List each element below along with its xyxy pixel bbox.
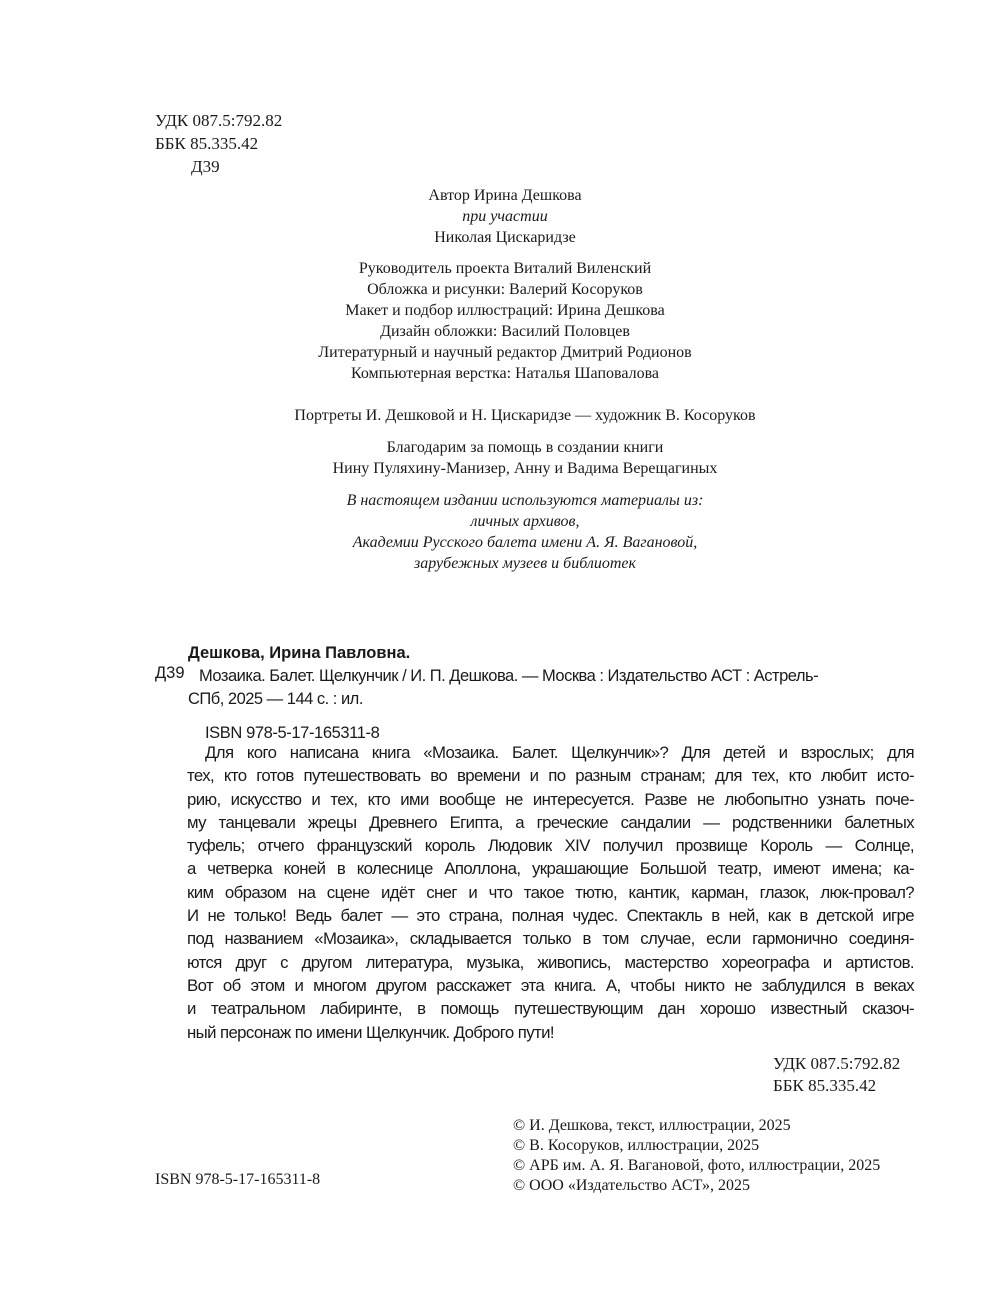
staff-line: Руководитель проекта Виталий Виленский [358,260,652,277]
abstract-line: Вот об этом и многом другом расскажет эта книга. А, чтобы никто не заблудился в веках [187,975,914,995]
description-line-1 [155,665,915,688]
staff-credits [240,258,770,384]
bbk-code: ББК 85.335.42 [155,134,259,153]
author-line: Автор Ирина Дешкова [428,187,582,204]
author-heading: Дешкова, Ирина Павловна. [188,644,411,662]
abstract [187,741,914,1044]
top-classification-codes [155,109,282,178]
copyright-line: © АРБ им. А. Я. Вагановой, фото, иллюстрации, 2025 [513,1157,881,1174]
materials-line: зарубежных музеев и библиотек [414,555,636,572]
thanks-line: Благодарим за помощь в создании книги [386,439,664,456]
bbk-code: ББК 85.335.42 [773,1076,877,1095]
abstract-line: Для кого написана книга «Мозаика. Балет. Щелкунчик»? Для детей и взрослых; для [205,743,914,762]
staff-line: Макет и подбор иллюстраций: Ирина Дешкова [345,302,665,319]
udk-code: УДК 087.5:792.82 [155,111,283,130]
abstract-line: под названием «Мозаика», складывается только в том случае, если гармонично соединя- [187,929,914,949]
staff-line: Обложка и рисунки: Валерий Косоруков [367,281,643,298]
with-participation-line: при участии [462,208,548,225]
abstract-line: рию, искусство и тех, кто ими вообще не интересуется. Разве не любопытно узнать поче- [187,789,914,809]
isbn: ISBN 978-5-17-165311-8 [205,724,380,742]
description-line-2: СПб, 2025 — 144 с. : ил. [188,690,363,708]
copyright-block [513,1116,880,1196]
author-mark: Д39 [155,664,185,682]
abstract-line: туфель; отчего французский король Людовик XIV получил прозвище Король — Солнце, [187,836,914,856]
copyright-line: © И. Дешкова, текст, иллюстрации, 2025 [513,1117,791,1134]
thanks-line: Нину Пуляхину-Манизер, Анну и Вадима Верещагиных [332,460,718,477]
bibliographic-record [155,642,915,745]
portraits-line: Портреты И. Дешковой и Н. Цискаридзе — художник В. Косоруков [294,407,756,424]
portraits-credit [240,405,810,426]
copyright-line: © ООО «Издательство АСТ», 2025 [513,1177,750,1194]
udk-code: УДК 087.5:792.82 [773,1054,901,1073]
author-mark: Д39 [191,157,220,176]
abstract-line: ются друг с другом литература, музыка, живопись, мастерство хореографа и артистов. [187,952,914,972]
materials-line: личных архивов, [470,513,580,530]
isbn-bottom: ISBN 978-5-17-165311-8 [155,1171,321,1188]
materials-block [290,490,760,574]
classification-codes [773,1053,900,1097]
thanks-block [290,437,760,479]
abstract-line: а четверка коней в колеснице Аполлона, украшающие Большой театр, имеют имена; ка- [187,859,914,879]
materials-line: Академии Русского балета имени А. Я. Вагановой, [352,534,698,551]
abstract-line: му танцевали жрецы Древнего Египта, а греческие сандалии — родственники балетных [187,812,914,832]
abstract-line: и театральном лабиринте, в помощь путешествующим дан хорошо известный сказоч- [187,999,914,1019]
copyright-line: © В. Косоруков, иллюстрации, 2025 [513,1137,760,1154]
staff-line: Литературный и научный редактор Дмитрий Родионов [318,344,692,361]
author-credits [270,185,740,248]
abstract-line: ный персонаж по имени Щелкунчик. Доброго пути! [187,1022,554,1042]
abstract-line: тех, кто готов путешествовать во времени и по разным странам; для тех, кто любит исто- [187,766,914,786]
staff-line: Компьютерная верстка: Наталья Шаповалова [350,365,660,382]
staff-line: Дизайн обложки: Василий Половцев [380,323,630,340]
abstract-line: ким образом на сцене идёт снег и что такое тютю, кантик, карман, глазок, люк-провал? [187,882,914,902]
description-text: Мозаика. Балет. Щелкунчик / И. П. Дешкова. — Москва : Издательство АСТ : Астрель- [199,667,819,685]
abstract-line: И не только! Ведь балет — это страна, полная чудес. Спектакль в ней, как в детской игре [187,906,914,926]
materials-line: В настоящем издании используются материалы из: [346,492,704,509]
participant-line: Николая Цискаридзе [434,229,576,246]
